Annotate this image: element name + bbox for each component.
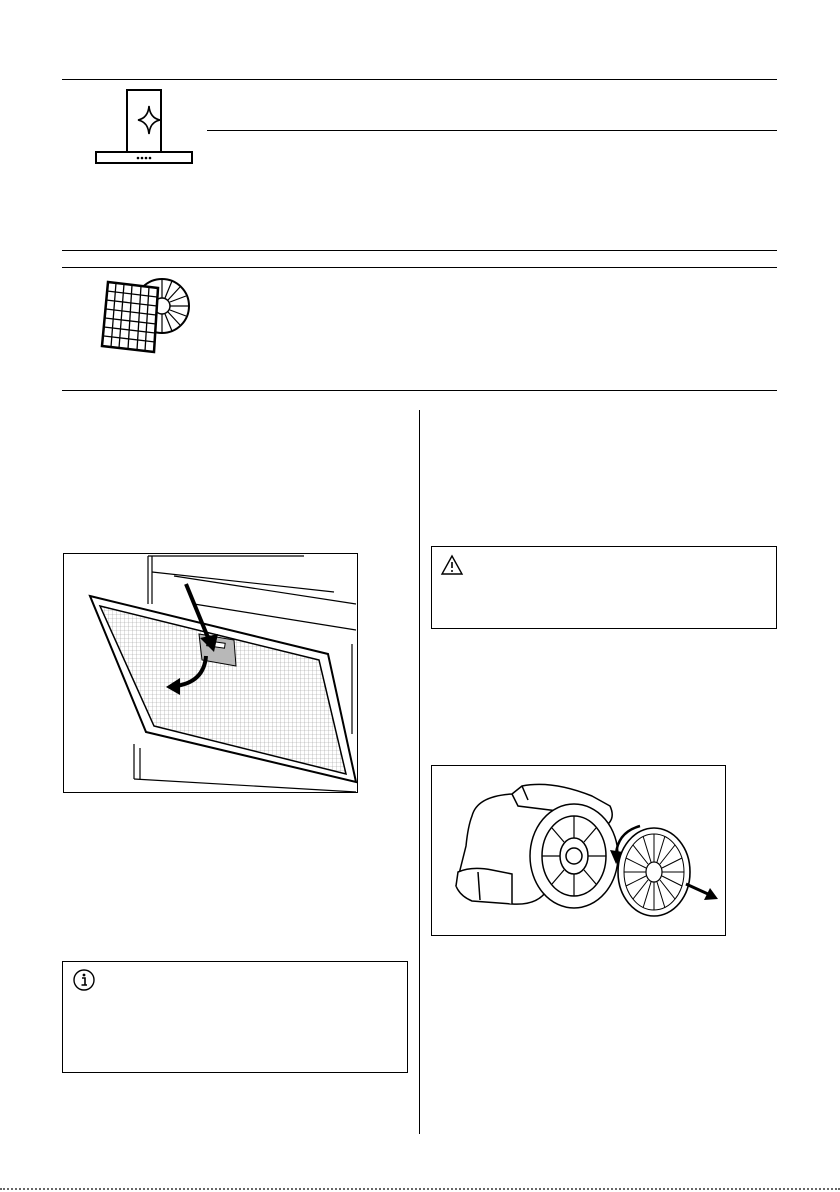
- filters-icon: [96, 274, 196, 358]
- page-bottom-edge: [0, 1188, 840, 1190]
- cleaning-subrule: [207, 130, 777, 131]
- filters-rule: [62, 390, 777, 391]
- warning-icon: [440, 554, 464, 576]
- section-rule-2: [62, 267, 777, 268]
- info-icon: [72, 968, 96, 992]
- section-rule: [62, 250, 777, 251]
- info-notice-box: [62, 961, 408, 1073]
- warning-notice-box: [431, 546, 777, 629]
- top-rule: [62, 79, 777, 80]
- hood-cleaning-icon: [94, 88, 194, 168]
- carbon-filter-removal-illustration: [431, 765, 726, 936]
- grease-filter-removal-illustration: [63, 553, 358, 793]
- column-divider: [419, 410, 420, 1134]
